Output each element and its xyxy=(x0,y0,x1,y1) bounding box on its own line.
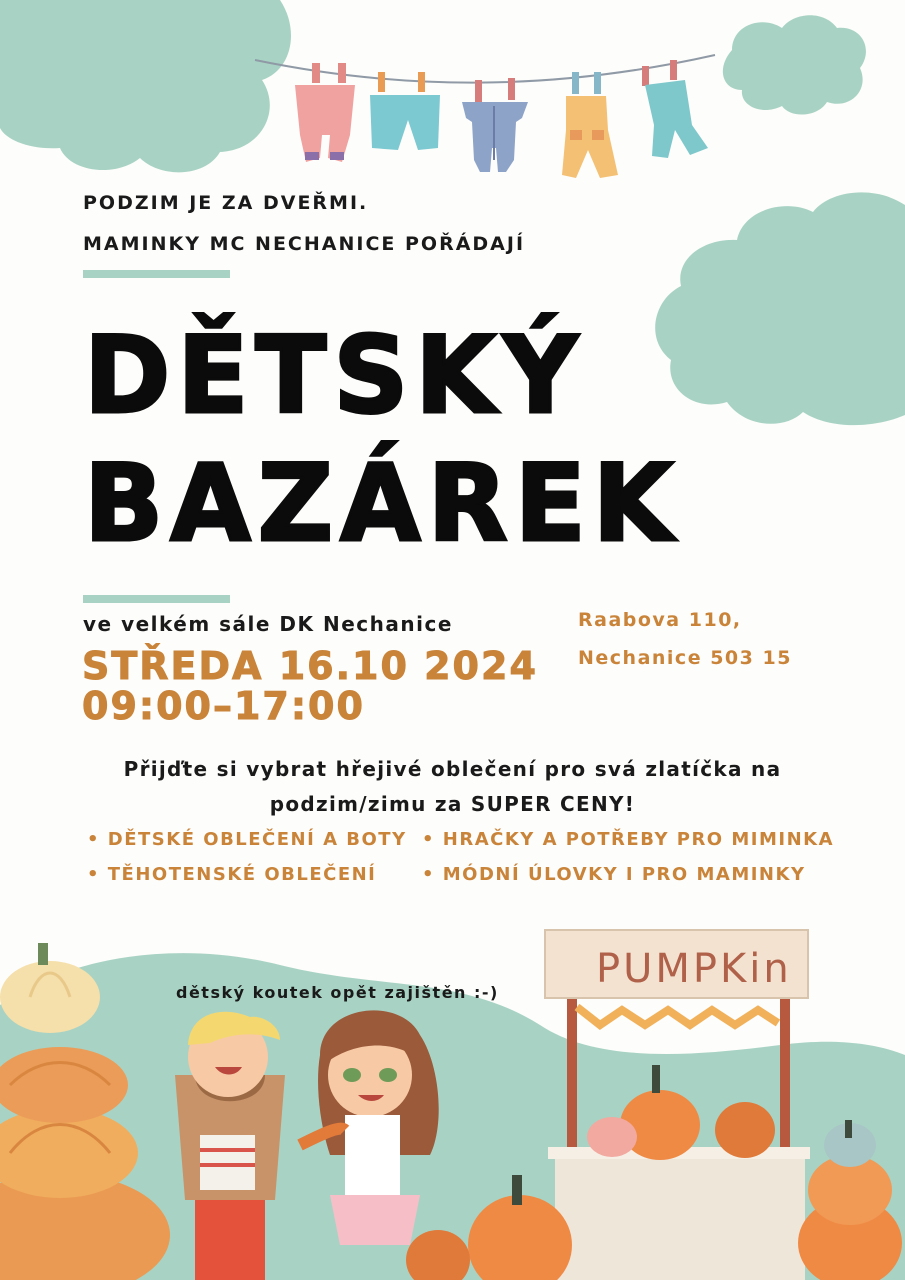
kids-corner-text: dětský koutek opět zajištěn :-) xyxy=(176,983,499,1002)
pink-romper-icon xyxy=(295,63,355,162)
bullet-item: • TĚHOTENSKÉ OBLEČENÍ xyxy=(87,864,377,885)
intro-line-2: MAMINKY MC NECHANICE POŘÁDAJÍ xyxy=(83,233,526,255)
bullet-item: • DĚTSKÉ OBLEČENÍ A BOTY xyxy=(87,829,407,850)
title-line-2: BAZÁREK xyxy=(84,440,681,566)
address-line-1: Raabova 110, xyxy=(578,609,742,631)
clothesline-illustration xyxy=(250,30,720,190)
intro-line-1: PODZIM JE ZA DVEŘMI. xyxy=(83,192,369,214)
venue-text: ve velkém sále DK Nechanice xyxy=(83,612,453,636)
stand-sign-text: PUMPKin xyxy=(596,946,792,992)
blue-pants-icon xyxy=(370,72,440,150)
title-line-1: DĚTSKÝ xyxy=(84,312,586,438)
onesie-icon xyxy=(462,78,528,172)
address-line-2: Nechanice 503 15 xyxy=(578,647,792,669)
invite-line-1: Přijďte si vybrat hřejivé oblečení pro svá zlatíčka na xyxy=(123,757,782,781)
jumpsuit-icon xyxy=(642,60,708,158)
overalls-icon xyxy=(562,72,618,178)
bullet-item: • MÓDNÍ ÚLOVKY I PRO MAMINKY xyxy=(422,864,806,885)
invite-line-2: podzim/zimu za SUPER CENY! xyxy=(269,792,636,816)
bullet-item: • HRAČKY A POTŘEBY PRO MIMINKA xyxy=(422,829,835,850)
divider-top xyxy=(83,270,230,278)
event-time: 09:00–17:00 xyxy=(82,684,365,728)
event-date: STŘEDA 16.10 2024 xyxy=(82,644,538,688)
divider-bottom xyxy=(83,595,230,603)
cloud-top-right xyxy=(712,10,872,120)
cloud-right-middle xyxy=(645,190,905,435)
